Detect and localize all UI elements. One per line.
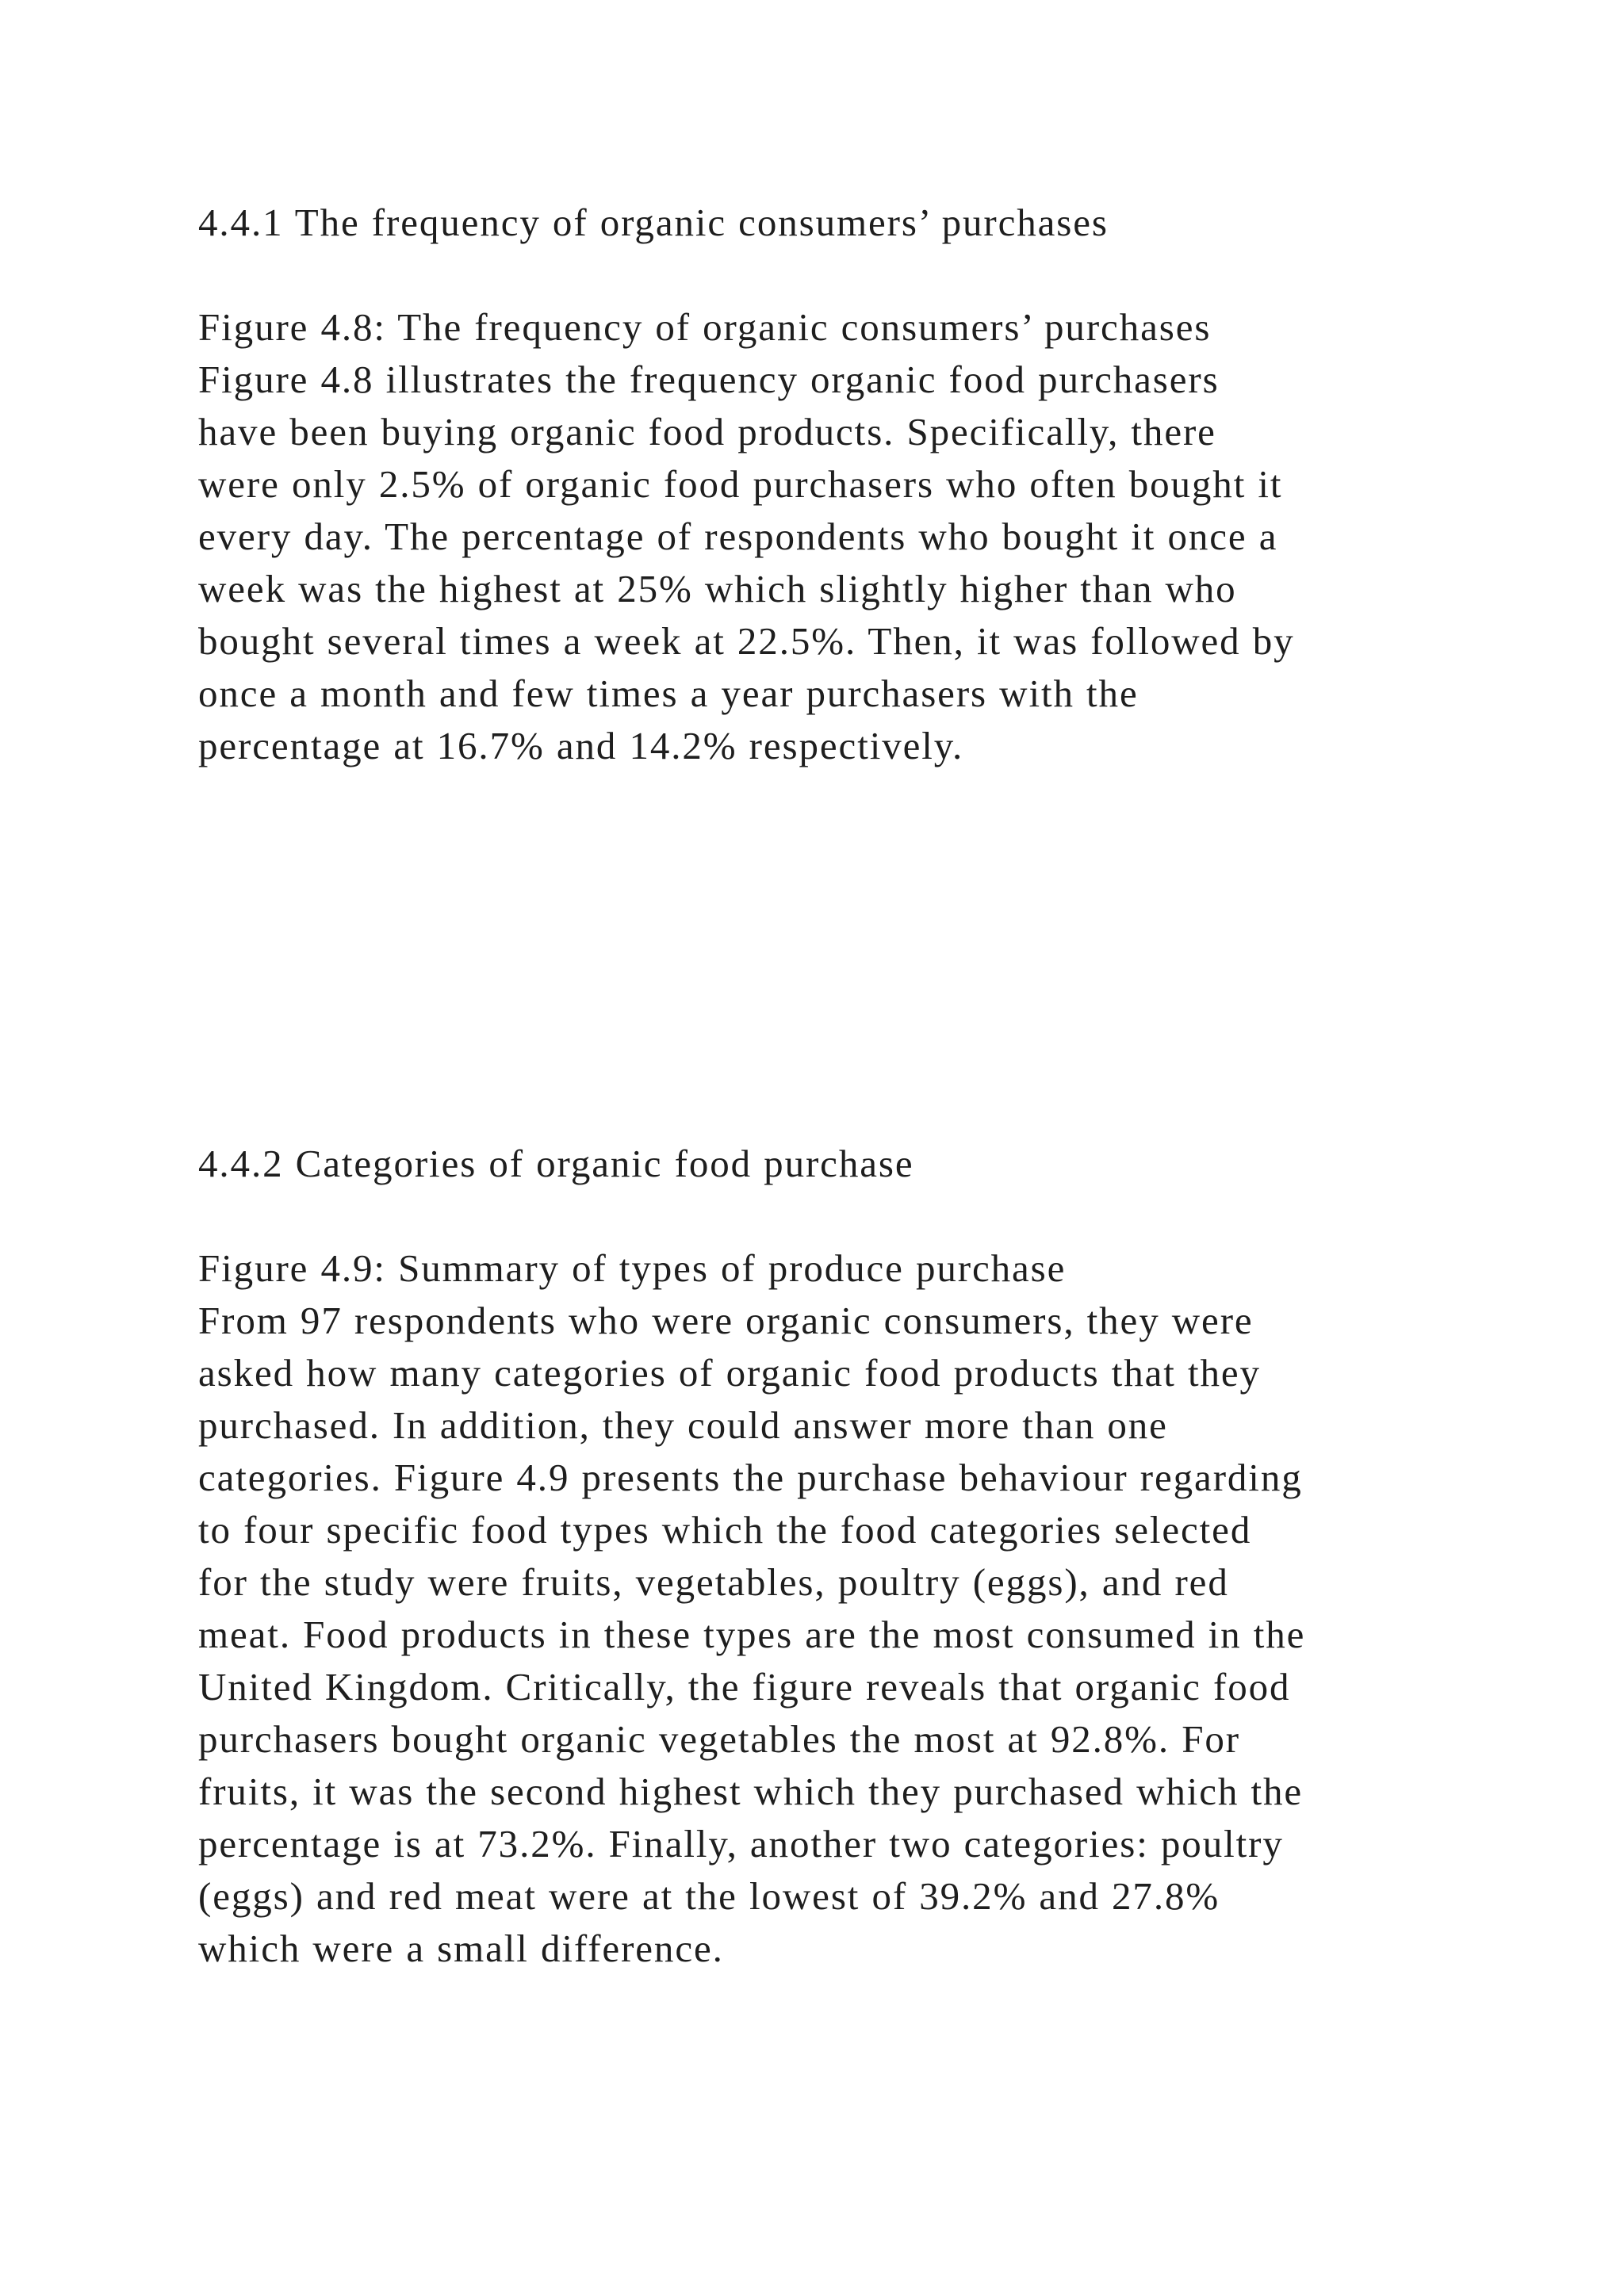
section-heading-4-4-2: 4.4.2 Categories of organic food purchase <box>198 1142 914 1185</box>
figure-caption-4-9: Figure 4.9: Summary of types of produce purchase <box>198 1246 1067 1290</box>
section-heading-4-4-1: 4.4.1 The frequency of organic consumers’ purchases <box>198 201 1109 244</box>
paragraph-line: once a month and few times a year purchasers with the <box>198 672 1139 715</box>
paragraph-line: asked how many categories of organic food products that they <box>198 1351 1261 1395</box>
paragraph-line: United Kingdom. Critically, the figure reveals that organic food <box>198 1665 1291 1709</box>
paragraph-line: which were a small difference. <box>198 1927 724 1970</box>
paragraph-line: From 97 respondents who were organic consumers, they were <box>198 1299 1254 1342</box>
paragraph-line: were only 2.5% of organic food purchasers who often bought it <box>198 462 1283 506</box>
paragraph-line: for the study were fruits, vegetables, poultry (eggs), and red <box>198 1560 1229 1604</box>
paragraph-line: have been buying organic food products. Specifically, there <box>198 410 1216 453</box>
paragraph-line: purchasers bought organic vegetables the most at 92.8%. For <box>198 1717 1240 1761</box>
paragraph-line: every day. The percentage of respondents who bought it once a <box>198 515 1278 558</box>
figure-caption-4-8: Figure 4.8: The frequency of organic consumers’ purchases <box>198 305 1212 349</box>
paragraph-line: (eggs) and red meat were at the lowest of 39.2% and 27.8% <box>198 1874 1220 1918</box>
paragraph-line: Figure 4.8 illustrates the frequency organic food purchasers <box>198 358 1220 401</box>
paragraph-line: meat. Food products in these types are the most consumed in the <box>198 1613 1306 1656</box>
paragraph-line: bought several times a week at 22.5%. Then, it was followed by <box>198 619 1295 663</box>
paragraph-line: percentage is at 73.2%. Finally, another two categories: poultry <box>198 1822 1284 1866</box>
paragraph-line: week was the highest at 25% which slightly higher than who <box>198 567 1237 610</box>
paragraph-line: fruits, it was the second highest which they purchased which the <box>198 1770 1304 1813</box>
paragraph-line: categories. Figure 4.9 presents the purchase behaviour regarding <box>198 1456 1303 1499</box>
paragraph-line: percentage at 16.7% and 14.2% respectively. <box>198 724 964 767</box>
paragraph-line: to four specific food types which the food categories selected <box>198 1508 1252 1552</box>
paragraph-line: purchased. In addition, they could answer more than one <box>198 1403 1168 1447</box>
